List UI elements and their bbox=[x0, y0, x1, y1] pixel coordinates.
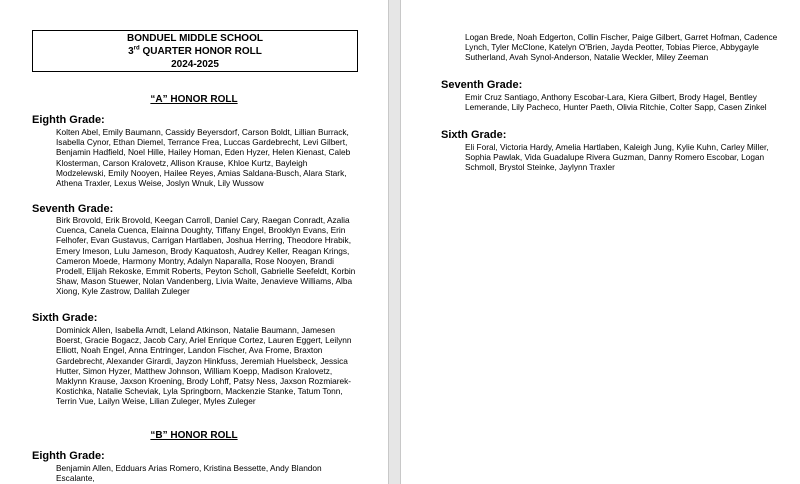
a-seventh-grade-names: Birk Brovold, Erik Brovold, Keegan Carroll, Daniel Cary, Raegan Conradt, Azalia Cuenca, Canela Cuenca, Elainna Doughty, Tiffany Engel, Brooklyn Evans, Erin Felhofer, Evan Gustavus, Carrigan Hartlaben, Joshua Herring, Theodore Hrabik, Emery Imeson, Lulu Jameson, Brody Kaquatosh, Audrey Keller, Reagan Krings, Cameron Moede, Harmony Montry, Adalyn Naparalla, Rose Nooyen, Brandi Prodell, Elijah Rekoske, Emmit Roberts, Peyton Scholl, Gabrielle Seefeldt, Korbin Shaw, Mason Stuewer, Nolan Vandenberg, Livia Waite, Jenavieve Williams, Alba Xiong, Kyle Zastrow, Dalilah Zuleger bbox=[56, 215, 356, 297]
a-honor-roll-title: “A” HONOR ROLL bbox=[150, 94, 238, 105]
document-page-left bbox=[0, 0, 389, 484]
a-eighth-grade-heading: Eighth Grade: bbox=[32, 114, 105, 126]
school-name: BONDUEL MIDDLE SCHOOL bbox=[127, 33, 263, 44]
b-sixth-grade-heading: Sixth Grade: bbox=[441, 129, 507, 141]
a-seventh-grade-heading: Seventh Grade: bbox=[32, 203, 114, 215]
quarter-title bbox=[33, 45, 357, 58]
quarter-text: QUARTER HONOR ROLL bbox=[139, 46, 262, 57]
b-eighth-grade-names-continued: Logan Brede, Noah Edgerton, Collin Fischer, Paige Gilbert, Garret Hofman, Cadence Lynch, Tyler McClone, Katelyn O'Brien, Jayda Peotter, Tobias Pierce, Abbygayle Sutherland, Avah Synol-Anderson, Natalie Weckler, Miley Zeeman bbox=[465, 32, 778, 63]
b-sixth-grade-names: Eli Foral, Victoria Hardy, Amelia Hartlaben, Kaleigh Jung, Kylie Kuhn, Carley Miller, Sophia Pawlak, Vida Guadalupe Rivera Guzman, Danny Romero Escobar, Logan Schmoll, Brystol Steinke, Jaylynn Traxler bbox=[465, 142, 769, 173]
b-honor-roll-title: “B” HONOR ROLL bbox=[150, 430, 238, 441]
header-box bbox=[32, 30, 358, 72]
b-eighth-grade-heading: Eighth Grade: bbox=[32, 450, 105, 462]
b-seventh-grade-heading: Seventh Grade: bbox=[441, 79, 523, 91]
a-eighth-grade-names: Kolten Abel, Emily Baumann, Cassidy Beyersdorf, Carson Boldt, Lillian Burrack, Isabella Cynor, Ethan Diemel, Terrance Frea, Luccas Gardebrecht, Levi Gilbert, Benjamin Hadfield, Noel Hille, Hailey Homan, Eden Hyzer, Helen Kienast, Caleb Klosterman, Carson Kralovetz, Allison Krause, Khloe Kurtz, Bayleigh Modzelewski, Emily Nooyen, Hailee Reyes, Amias Saldana-Busch, Alara Stark, Athena Traxler, Lexus Weise, Joslyn Wnuk, Lily Wussow bbox=[56, 127, 351, 189]
a-sixth-grade-heading: Sixth Grade: bbox=[32, 312, 98, 324]
quarter-superscript: rd bbox=[133, 45, 140, 52]
a-sixth-grade-names: Dominick Allen, Isabella Arndt, Leland Atkinson, Natalie Baumann, Jamesen Boerst, Gracie Bogacz, Jacob Cary, Ariel Enrique Cortez, Lauren Eggert, Leilynn Elliott, Noah Engel, Anna Entringer, Landon Fischer, Ava Frome, Braxton Gardebrecht, Alexander Girardi, Jayzon Hinkfuss, Jeremiah Huelsbeck, Jessica Hutter, Simon Hyzer, Matthew Johnson, William Koepp, Madison Kralovetz, Maklynn Krause, Jaxson Kroening, Brody Lohff, Patsy Ness, Jaxson Rozmiarek-Kostichka, Natalie Scheviak, Lyla Springborn, Mackenzie Stanke, Tatum Tonn, Terrin Vue, Lailyn Weise, Lilian Zuleger, Myles Zuleger bbox=[56, 325, 352, 407]
school-year: 2024-2025 bbox=[171, 59, 219, 70]
b-eighth-grade-names-start: Benjamin Allen, Edduars Arias Romero, Kristina Bessette, Andy Blandon Escalante, bbox=[56, 463, 322, 484]
b-seventh-grade-names: Emir Cruz Santiago, Anthony Escobar-Lara, Kiera Gilbert, Brody Hagel, Bentley Lemerande, Lily Pacheco, Hunter Paeth, Olivia Ritchie, Colter Sapp, Casen Zinkel bbox=[465, 92, 767, 113]
document-page-right bbox=[400, 0, 800, 484]
quarter-number: 3 bbox=[128, 46, 134, 57]
